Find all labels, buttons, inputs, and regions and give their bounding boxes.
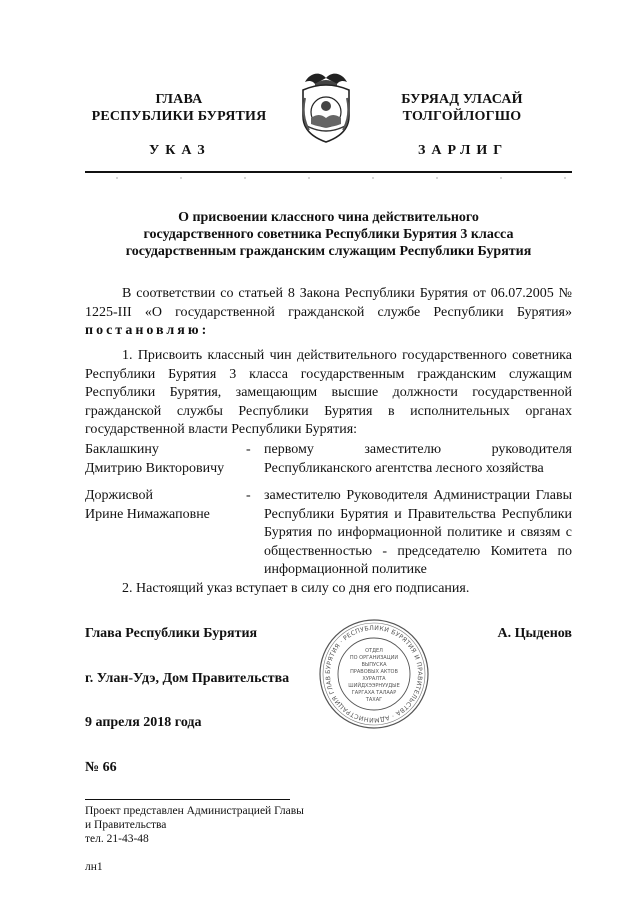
decree-word: постановляю [85, 323, 202, 338]
person-2-surname: Доржисвой [85, 488, 153, 503]
person-1-dash: - [246, 442, 251, 457]
preamble [85, 285, 572, 341]
header-dotted-line [85, 175, 572, 181]
footer-line1: Проект представлен Администрацией Главы [85, 805, 304, 817]
footer-line2: и Правительства [85, 819, 167, 831]
stamp-outer-text: БУРЯТИЯ · РЕСПУБЛИКИ БУРЯТИЯ И ПРАВИТЕЛЬСТВА · АДМИНИСТРАЦИЯ ГЛАВ [324, 624, 424, 724]
decree-title [85, 209, 572, 260]
title-line1: О присвоении классного чина действительного [178, 210, 479, 225]
decree-number: № 66 [85, 760, 117, 775]
person-2-dash: - [246, 488, 251, 503]
title-line2: государственного советника Республики Бурятия 3 класса [143, 227, 514, 242]
footer-divider [85, 799, 290, 800]
stamp-line-7: ГАРГАХА ТАЛААР [351, 690, 397, 696]
stamp-line-5: ХУРАЛТА [362, 676, 386, 682]
header-right-line1: БУРЯАД УЛАСАЙ [401, 92, 523, 107]
title-line3: государственным гражданским служащим Республики Бурятия [125, 244, 532, 259]
doc-type-zarlig: ЗАРЛИГ [418, 143, 509, 158]
stamp-line-8: ТАХАГ [365, 697, 383, 703]
footer-phone: тел. 21-43-48 [85, 833, 149, 845]
item-1: 1. Присвоить классный чин действительного государственного советника Республики Бурятия 3 класса государственным гражданским служащим Республики Бурятия, замещающим высшие должности государственной гражданской службы Республики Бурятия в исполнительных органах государственной власти Республики Бурятия: [85, 348, 572, 437]
person-1-position: первому заместителю руководителя Республиканского агентства лесного хозяйства [264, 442, 572, 476]
coat-of-arms-icon [295, 68, 357, 146]
person-1-surname: Баклашкину [85, 442, 159, 457]
header-left-line1: ГЛАВА [155, 92, 203, 107]
footer-note [85, 804, 304, 846]
signatory-name: А. Цыденов [497, 626, 572, 641]
person-2-given-name: Ирине Нимажаповне [85, 506, 210, 522]
doc-type-ukaz: УКАЗ [149, 143, 211, 158]
stamp-line-2: ПО ОРГАНИЗАЦИИ [349, 655, 399, 661]
preamble-text: В соответствии со статьей 8 Закона Республики Бурятия от 06.07.2005 № 1225-III «О государственной гражданской службе Республики Бурятия» [85, 286, 572, 320]
stamp-line-1: ОТДЕЛ [365, 648, 383, 654]
footer-initials: лн1 [85, 861, 103, 873]
header-divider [85, 171, 572, 173]
stamp-line-6: ШИЙДХЭЭРНУУДЫЕ [348, 683, 400, 689]
official-stamp [318, 618, 430, 730]
header-left-line2: РЕСПУБЛИКИ БУРЯТИЯ [91, 109, 267, 124]
signatory-position: Глава Республики Бурятия [85, 626, 258, 641]
signing-place: г. Улан-Удэ, Дом Правительства [85, 671, 290, 686]
stamp-line-3: ВЫПУСКА [361, 662, 387, 668]
header-right-line2: ТОЛГОЙЛОГШО [402, 109, 522, 124]
signing-date: 9 апреля 2018 года [85, 715, 202, 730]
person-2-name [85, 487, 255, 524]
person-2-position: заместителю Руководителя Администрации Главы Республики Бурятия и Правительства Республики Бурятия по информационной политике и связям с общественностью - председателю Комитета по информационной политике [264, 488, 572, 577]
person-1-given-name: Дмитрию Викторовичу [85, 460, 225, 476]
header-right [378, 91, 546, 125]
person-1-name [85, 441, 255, 478]
header-left [84, 91, 274, 125]
item-2: 2. Настоящий указ вступает в силу со дня его подписания. [122, 581, 470, 596]
stamp-line-4: ПРАВОВЫХ АКТОВ [350, 669, 398, 675]
decree-colon: : [201, 323, 207, 338]
